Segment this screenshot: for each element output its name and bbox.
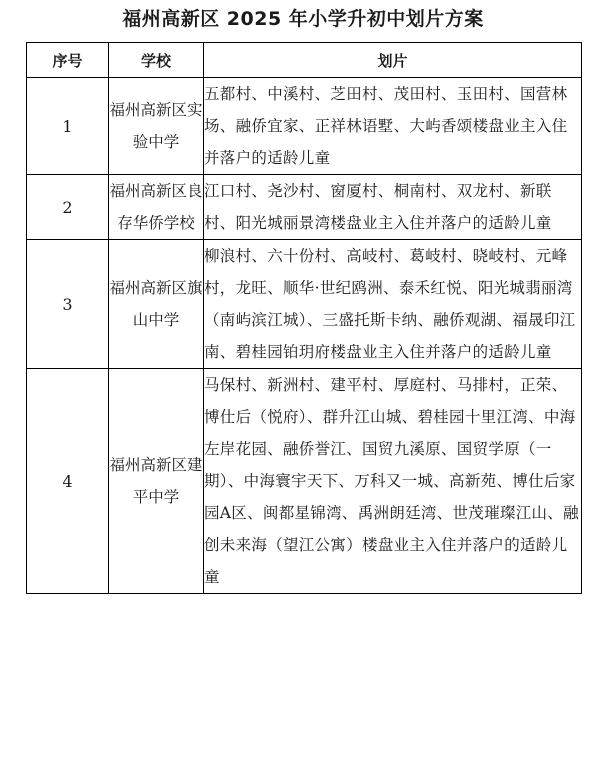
header-area: 划片 xyxy=(204,43,582,78)
table-row xyxy=(27,175,582,240)
table-header-row xyxy=(27,43,582,78)
table-row xyxy=(27,78,582,175)
row-number: 2 xyxy=(27,175,109,240)
district-area: 柳浪村、六十份村、高岐村、葛岐村、晓岐村、元峰村，龙旺、顺华·世纪鸥洲、泰禾红悦、阳光城翡丽湾（南屿滨江城）、三盛托斯卡纳、融侨观湖、福晟印江南、碧桂园铂玥府楼盘业主入住并落户的适龄儿童 xyxy=(204,240,582,369)
row-number: 4 xyxy=(27,369,109,594)
table-row xyxy=(27,369,582,594)
school-name: 福州高新区建平中学 xyxy=(109,369,204,594)
school-name: 福州高新区旗山中学 xyxy=(109,240,204,369)
row-number: 3 xyxy=(27,240,109,369)
table-row xyxy=(27,240,582,369)
district-area: 五都村、中溪村、芝田村、茂田村、玉田村、国营林场、融侨宜家、正祥林语墅、大屿香颂楼盘业主入住并落户的适龄儿童 xyxy=(204,78,582,175)
header-number: 序号 xyxy=(27,43,109,78)
school-name: 福州高新区良存华侨学校 xyxy=(109,175,204,240)
district-area: 江口村、尧沙村、窗厦村、桐南村、双龙村、新联村、阳光城丽景湾楼盘业主入住并落户的适龄儿童 xyxy=(204,175,582,240)
document-title: 福州高新区 2025 年小学升初中划片方案 xyxy=(122,8,484,30)
row-number: 1 xyxy=(27,78,109,175)
district-area: 马保村、新洲村、建平村、厚庭村、马排村，正荣、博仕后（悦府）、群升江山城、碧桂园十里江湾、中海左岸花园、融侨誉江、国贸九溪原、国贸学原（一期）、中海寰宇天下、万科又一城、高新苑、博仕后家园A区、闽都星锦湾、禹洲朗廷湾、世茂璀璨江山、融创未来海（望江公寓）楼盘业主入住并落户的适龄儿童 xyxy=(204,369,582,594)
school-district-table xyxy=(26,42,582,594)
school-name: 福州高新区实验中学 xyxy=(109,78,204,175)
header-school: 学校 xyxy=(109,43,204,78)
